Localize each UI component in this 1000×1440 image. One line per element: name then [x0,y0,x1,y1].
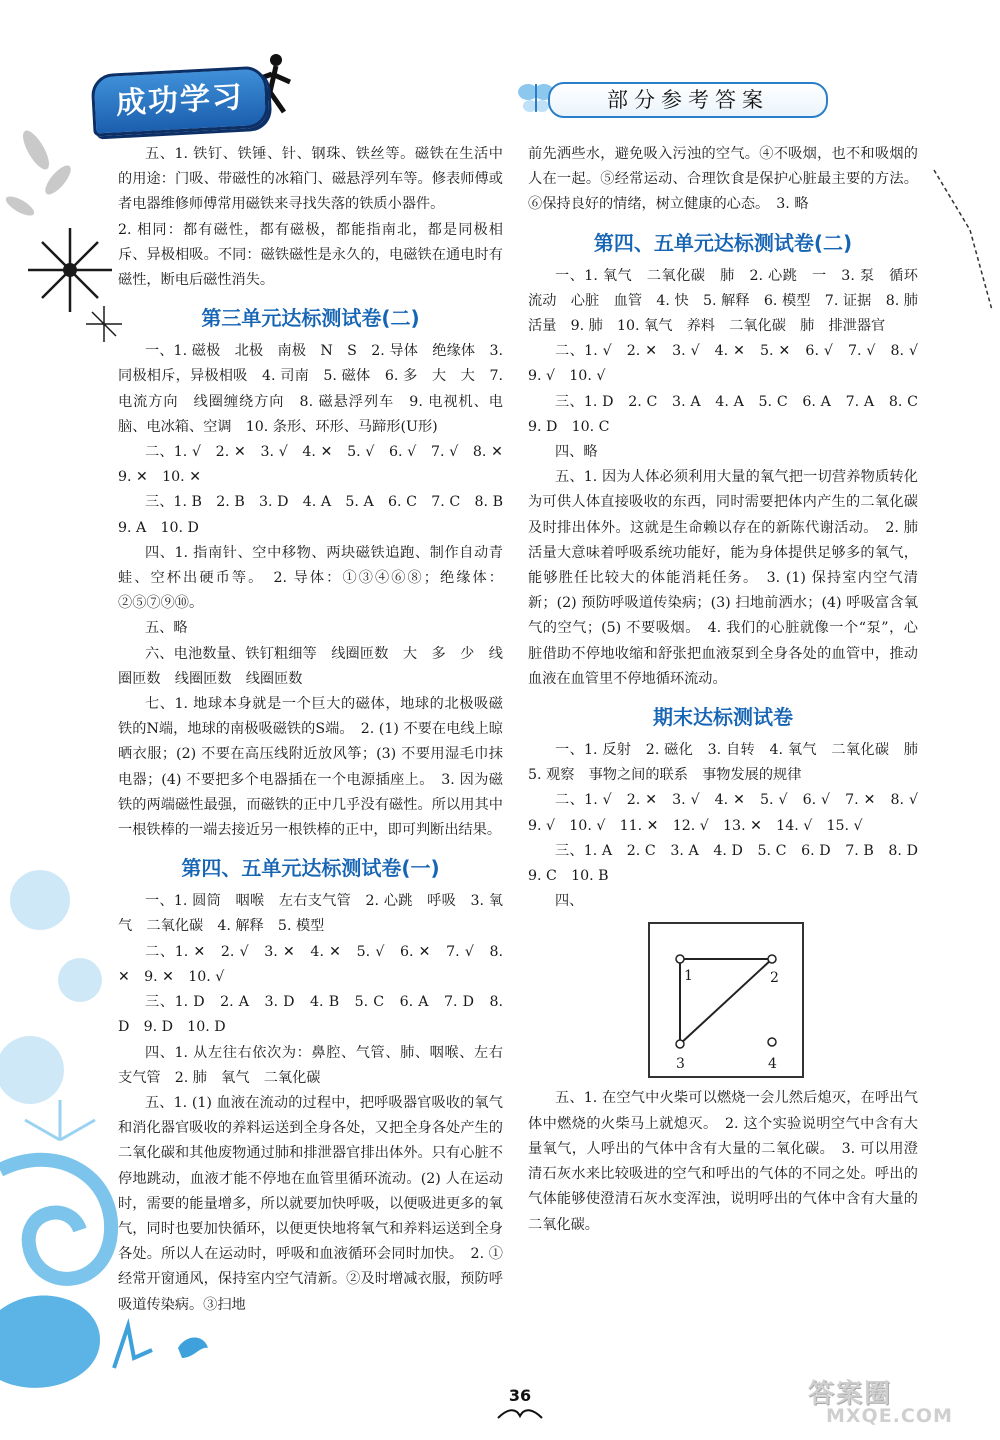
right-column [528,142,933,1238]
diagram-node-2 [768,955,776,963]
answer-paragraph: 一、1. 磁极 北极 南极 N S 2. 导体 绝缘体 3. 同极相斥，异极相吸 4. 司南 5. 磁体 6. 多 大 大 7. 电流方向 线圈缠绕方向 8. 磁悬浮列车 9. 电视机、电脑、电冰箱、空调 10. 条形、环形、马蹄形(U形) [118,343,503,435]
answer-paragraph: 五、1. 铁钉、铁锤、针、钢珠、铁丝等。磁铁在生活中的用途：门吸、带磁性的冰箱门、磁悬浮列车等。修表师傅或者电器维修师傅常用磁铁来寻找失落的铁质小器件。 [118,146,503,213]
answer-paragraph: 三、1. A 2. C 3. A 4. D 5. C 6. D 7. B 8. D 9. C 10. B [528,842,933,885]
answer-paragraph: 四、1. 从左往右依次为：鼻腔、气管、肺、咽喉、左右支气管 2. 肺 氧气 二氧化碳 [118,1044,503,1086]
unit-4-5-test-1-heading: 第四、五单元达标测试卷(一) [181,856,440,881]
answer-paragraph: 二、1. √ 2. ✕ 3. √ 4. ✕ 5. √ 6. √ 7. √ 8. ✕ 9. ✕ 10. ✕ [118,444,518,486]
answer-paragraph: 五、1. 在空气中火柴可以燃烧一会儿然后熄灭，在呼出气体中燃烧的火柴马上就熄灭。 2. 这个实验说明空气中含有大量氧气，人呼出的气体中含有大量的二氧化碳。 3. 可以用澄清石灰水来比较吸进的空气和呼出的气体的不同之处。呼出的气体能够使澄清石灰水变浑浊，说明呼出的气体中含有大量的二氧化碳。 [528,1090,918,1233]
diagram-label-1: 1 [684,968,693,985]
logo-badge: 成功学习 [90,65,269,136]
diagram-edge-2-3 [680,959,772,1044]
unit-3-heading: 第三单元达标测试卷(二) [201,306,420,331]
diagram-node-4 [768,1038,776,1046]
watermark-url: MXQE.COM [826,1405,953,1427]
answer-paragraph: 五、1. 因为人体必须利用大量的氧气把一切营养物质转化为可供人体直接吸收的东西，同时需要把体内产生的二氧化碳及时排出体外。这就是生命赖以存在的新陈代谢活动。 2. 肺活量大意味着呼吸系统功能好，能为身体提供足够多的氧气，能够胜任比较大的体能消耗任务。 3. (1) 保持室内空气清新；(2) 预防呼吸道传染病；(3) 扫地前洒水；(4) 呼吸富含氧气的空气；(5) 不要吸烟。 4. 我们的心脏就像一个“泵”，心脏借助不停地收缩和舒张把血液泵到全身各处的血管中，推动血液在血管里不停地循环流动。 [528,469,918,687]
answer-paragraph: 五、1. (1) 血液在流动的过程中，把呼吸器官吸收的氧气和消化器官吸收的养料运送到全身各处，又把全身各处产生的二氧化碳和其他废物通过肺和排泄器官排出体外。只有心脏不停地跳动，血液才能不停地在血管里循环流动。(2) 人在运动时，需要的能量增多，所以就要加快呼吸，以便吸进更多的氧气，同时也要加快循环，以便更快地将氧气和养料运送到全身各处。所以人在运动时，呼吸和血液循环会同时加快。 2. ①经常开窗通风，保持室内空气清新。②及时增减衣服，预防呼吸道传染病。③扫地 [118,1094,503,1313]
answer-paragraph: 四、1. 指南针、空中移物、两块磁铁追跑、制作自动青蛙、空杯出硬币等。 2. 导体：①③④⑥⑧；绝缘体：②⑤⑦⑨⑩。 [118,544,503,612]
bird-decoration-icon [108,1318,218,1378]
final-exam-heading: 期末达标测试卷 [653,705,793,730]
answer-paragraph: 三、1. D 2. C 3. A 4. A 5. C 6. A 7. A 8. C 9. D 10. C [528,393,933,435]
unit-4-5-test-2-heading: 第四、五单元达标测试卷(二) [593,230,853,255]
answer-paragraph: 四、略 [554,444,598,461]
answer-paragraph: 六、电池数量、铁钉粗细等 线圈匝数 大 多 少 线圈匝数 线圈匝数 线圈匝数 [118,645,503,687]
answer-paragraph: 二、1. ✕ 2. √ 3. ✕ 4. ✕ 5. √ 6. ✕ 7. √ 8. ✕ 9. ✕ 10. √ [118,943,503,985]
answer-paragraph: 一、1. 圆筒 咽喉 左右支气管 2. 心跳 呼吸 3. 氧气 二氧化碳 4. 解释 5. 模型 [118,893,503,935]
page-number: 36 [508,1386,532,1405]
answer-paragraph: 三、1. B 2. B 3. D 4. A 5. A 6. C 7. C 8. B 9. A 10. D [118,494,518,536]
answer-paragraph: 二、1. √ 2. ✕ 3. √ 4. ✕ 5. ✕ 6. √ 7. √ 8. √ 9. √ 10. √ [528,343,933,385]
answer-paragraph: 七、1. 地球本身就是一个巨大的磁体，地球的北极吸磁铁的N端，地球的南极吸磁铁的S端。 2. (1) 不要在电线上晾晒衣服；(2) 不要在高压线附近放风筝；(3) 不要用湿毛巾抹电器；(4) 不要把多个电器插在一个电源插座上。 3. 因为磁铁的两端磁性最强，而磁铁的正中几乎没有磁性。所以用其中一根铁棒的一端去接近另一根铁棒的正中，即可判断出结果。 [118,696,503,839]
answer-paragraph: 前先洒些水，避免吸入污浊的空气。④不吸烟，也不和吸烟的人在一起。⑤经常运动、合理饮食是保护心脏最主要的方法。⑥保持良好的情绪，树立健康的心态。 3. 略 [528,146,918,213]
diagram-node-1 [676,955,684,963]
answer-paragraph: 2. 相同：都有磁性，都有磁极，都能指南北，都是同极相斥、异极相吸。不同：磁铁磁性是永久的，电磁铁在通电时有磁性，断电后磁性消失。 [118,221,503,289]
decorative-scribble-icon [930,160,1000,320]
diagram-label-2: 2 [770,970,779,987]
watermark-logo: 答案圈 [808,1379,893,1409]
answer-paragraph: 一、1. 氧气 二氧化碳 肺 2. 心跳 一 3. 泵 循环流动 心脏 血管 4. 快 5. 解释 6. 模型 7. 证据 8. 肺活量 9. 肺 10. 氧气 养料 二氧化碳 肺 排泄器官 [528,267,918,335]
answer-paragraph: 二、1. √ 2. ✕ 3. √ 4. ✕ 5. √ 6. √ 7. ✕ 8. √ 9. √ 10. √ 11. ✕ 12. √ 13. ✕ 14. √ 15. √ [528,792,933,834]
diagram-label-4: 4 [768,1056,777,1073]
page-ornament-icon [496,1408,544,1422]
diagram-lines [650,924,802,1076]
answer-paragraph: 四、 [554,893,584,910]
connection-diagram [648,922,804,1078]
answer-paragraph: 三、1. D 2. A 3. D 4. B 5. C 6. A 7. D 8. D 9. D 10. D [118,994,503,1036]
section-title: 部分参考答案 [548,82,828,118]
left-column [118,142,518,1318]
diagram-node-3 [676,1040,684,1048]
answer-paragraph: 五、略 [144,620,188,637]
answer-paragraph: 一、1. 反射 2. 磁化 3. 自转 4. 氧气 二氧化碳 肺 5. 观察 事物之间的联系 事物发展的规律 [528,742,933,784]
diagram-label-3: 3 [676,1056,685,1073]
